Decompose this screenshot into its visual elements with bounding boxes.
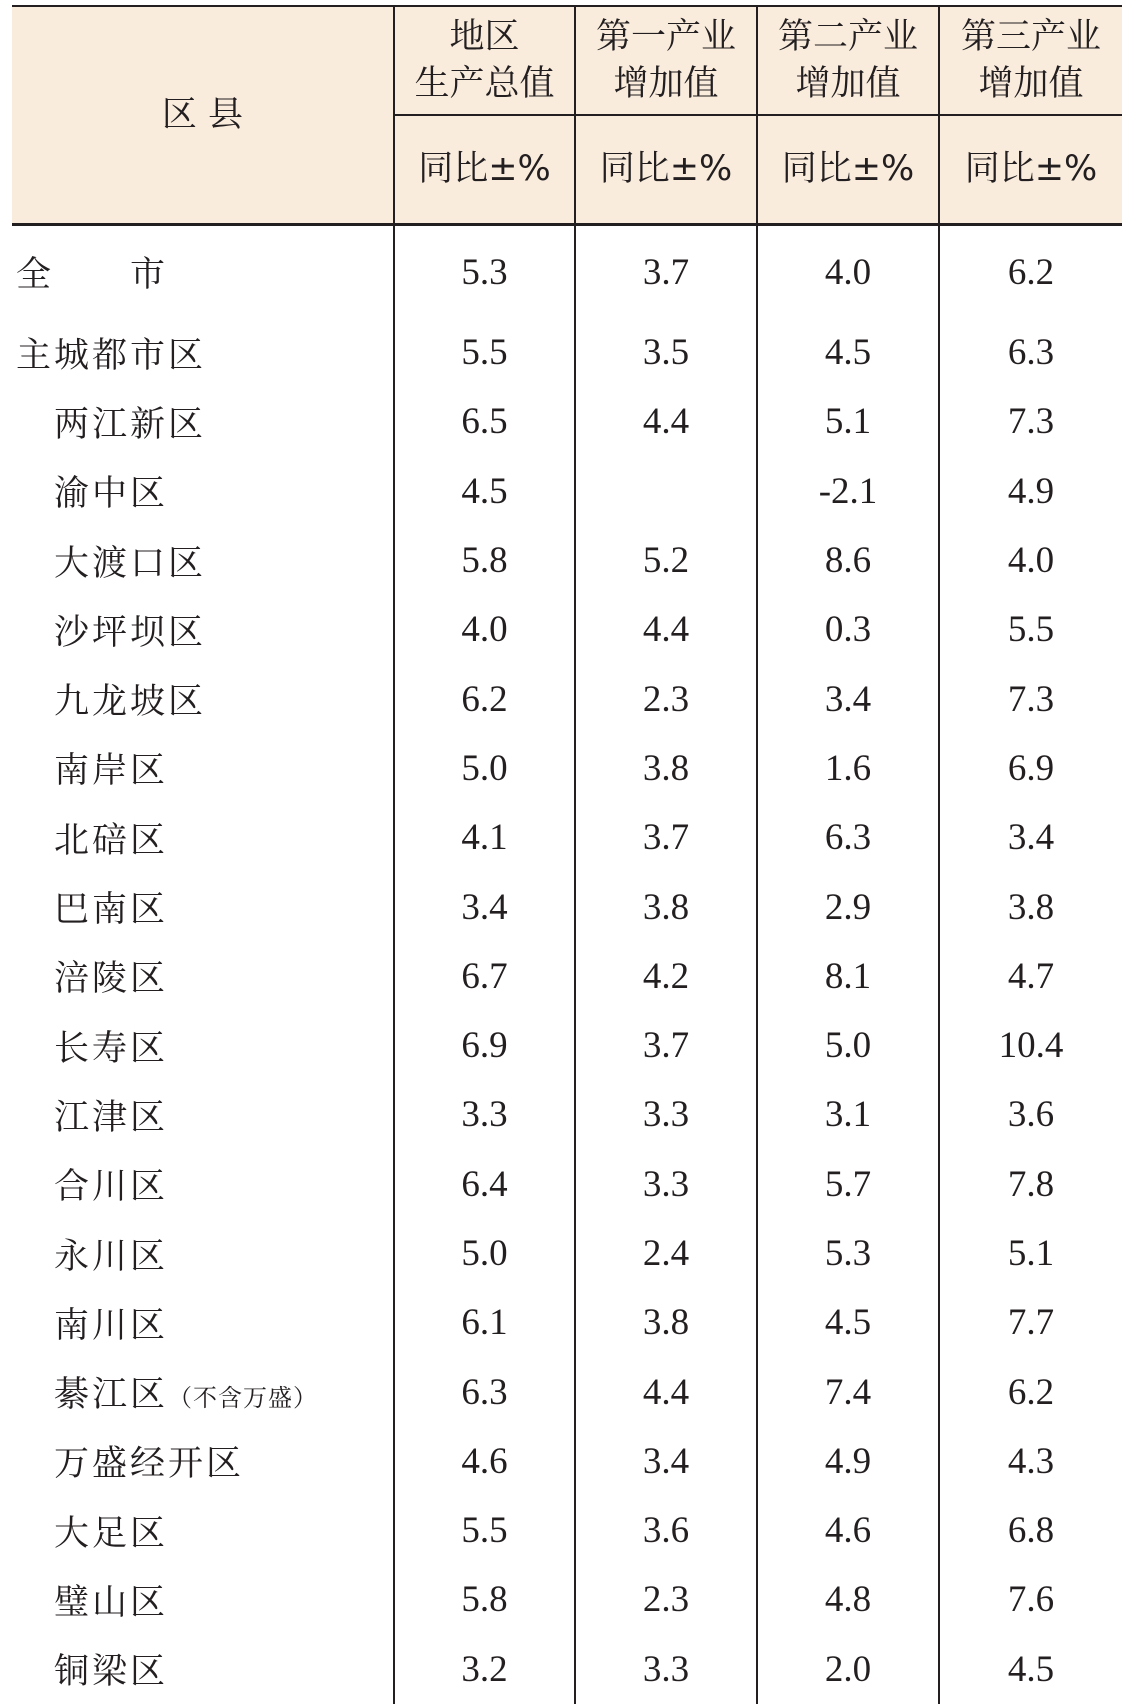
region-name-cell [12,1496,394,1565]
secondary-industry-growth-cell: -2.1 [757,457,939,526]
gdp-growth-cell: 5.3 [394,225,575,319]
table-row [12,1288,1122,1357]
region-name: 璧山区 [54,1582,169,1623]
primary-industry-growth-cell: 4.2 [575,942,757,1011]
primary-industry-growth-cell: 3.7 [575,803,757,872]
table-row [12,526,1122,595]
table-header [12,6,1122,225]
unit-header-gdp: 同比±% [394,115,575,225]
primary-industry-growth-cell: 4.4 [575,1357,757,1426]
region-name-cell [12,1427,394,1496]
region-name: 江津区 [54,1097,169,1138]
unit-header-tertiary: 同比±% [939,115,1122,225]
gdp-growth-cell: 5.5 [394,1496,575,1565]
table-row [12,1357,1122,1426]
column-header-primary [575,6,757,115]
secondary-industry-growth-cell: 4.0 [757,225,939,319]
secondary-industry-growth-cell: 2.0 [757,1635,939,1704]
region-name: 渝中区 [54,474,169,515]
tertiary-industry-growth-cell: 7.8 [939,1150,1122,1219]
secondary-industry-growth-cell: 8.6 [757,526,939,595]
gdp-growth-cell: 6.4 [394,1150,575,1219]
gdp-growth-cell: 5.0 [394,734,575,803]
table-row [12,872,1122,941]
column-header-primary-line1: 第一产业 [595,16,736,57]
region-name-cell [12,1288,394,1357]
secondary-industry-growth-cell: 0.3 [757,595,939,664]
region-name-cell [12,457,394,526]
tertiary-industry-growth-cell: 5.1 [939,1219,1122,1288]
primary-industry-growth-cell: 2.3 [575,664,757,733]
region-name-cell [12,1080,394,1149]
tertiary-industry-growth-cell: 4.9 [939,457,1122,526]
table-row [12,1219,1122,1288]
primary-industry-growth-cell: 3.8 [575,1288,757,1357]
secondary-industry-growth-cell: 5.3 [757,1219,939,1288]
region-name: 两江新区 [54,404,207,445]
secondary-industry-growth-cell: 5.1 [757,387,939,456]
table-row [12,1565,1122,1634]
table-row [12,225,1122,319]
column-header-tertiary [939,6,1122,115]
gdp-growth-cell: 6.7 [394,942,575,1011]
tertiary-industry-growth-cell: 6.8 [939,1496,1122,1565]
gdp-growth-cell: 4.1 [394,803,575,872]
region-name: 合川区 [54,1167,169,1208]
column-header-gdp-line1: 地区 [449,16,520,57]
table-row [12,595,1122,664]
region-name-cell [12,225,394,319]
gdp-growth-cell: 6.1 [394,1288,575,1357]
gdp-growth-cell: 6.5 [394,387,575,456]
tertiary-industry-growth-cell: 3.8 [939,872,1122,941]
region-name-cell [12,1011,394,1080]
region-name-cell [12,595,394,664]
primary-industry-growth-cell: 3.8 [575,734,757,803]
region-name-cell [12,1219,394,1288]
region-name-cell [12,1565,394,1634]
region-name: 涪陵区 [54,959,169,1000]
tertiary-industry-growth-cell: 3.4 [939,803,1122,872]
header-row-titles [12,6,1122,115]
region-note: （不含万盛） [168,1384,319,1413]
secondary-industry-growth-cell: 4.5 [757,1288,939,1357]
tertiary-industry-growth-cell: 7.6 [939,1565,1122,1634]
primary-industry-growth-cell: 4.4 [575,595,757,664]
tertiary-industry-growth-cell: 4.5 [939,1635,1122,1704]
primary-industry-growth-cell: 2.3 [575,1565,757,1634]
secondary-industry-growth-cell: 2.9 [757,872,939,941]
region-name: 巴南区 [54,890,169,931]
secondary-industry-growth-cell: 8.1 [757,942,939,1011]
column-header-secondary-line1: 第二产业 [777,16,918,57]
primary-industry-growth-cell: 3.3 [575,1150,757,1219]
secondary-industry-growth-cell: 1.6 [757,734,939,803]
region-name-cell [12,664,394,733]
tertiary-industry-growth-cell: 7.3 [939,664,1122,733]
gdp-growth-cell: 4.0 [394,595,575,664]
primary-industry-growth-cell: 3.7 [575,1011,757,1080]
unit-header-primary: 同比±% [575,115,757,225]
secondary-industry-growth-cell: 5.0 [757,1011,939,1080]
primary-industry-growth-cell: 3.7 [575,225,757,319]
secondary-industry-growth-cell: 3.4 [757,664,939,733]
region-name: 长寿区 [54,1028,169,1069]
table-row [12,457,1122,526]
tertiary-industry-growth-cell: 4.0 [939,526,1122,595]
gdp-growth-cell: 5.5 [394,318,575,387]
primary-industry-growth-cell: 3.8 [575,872,757,941]
region-name-cell [12,734,394,803]
tertiary-industry-growth-cell: 7.7 [939,1288,1122,1357]
gdp-growth-cell: 3.3 [394,1080,575,1149]
primary-industry-growth-cell [575,457,757,526]
region-name-cell [12,318,394,387]
region-name: 九龙坡区 [54,682,207,723]
region-column-header: 区 县 [12,6,394,225]
tertiary-industry-growth-cell: 6.2 [939,225,1122,319]
column-header-gdp [394,6,575,115]
region-name-cell [12,526,394,595]
gdp-growth-cell: 5.0 [394,1219,575,1288]
region-name: 全 市 [16,255,169,295]
gdp-growth-cell: 4.5 [394,457,575,526]
statistics-table [12,5,1122,1704]
tertiary-industry-growth-cell: 5.5 [939,595,1122,664]
tertiary-industry-growth-cell: 6.3 [939,318,1122,387]
region-name: 大渡口区 [54,543,207,584]
secondary-industry-growth-cell: 6.3 [757,803,939,872]
gdp-growth-cell: 6.3 [394,1357,575,1426]
secondary-industry-growth-cell: 4.8 [757,1565,939,1634]
unit-header-secondary: 同比±% [757,115,939,225]
region-name: 南岸区 [54,751,169,792]
region-name: 南川区 [54,1305,169,1346]
gdp-growth-cell: 6.9 [394,1011,575,1080]
table-body [12,225,1122,1704]
secondary-industry-growth-cell: 4.5 [757,318,939,387]
tertiary-industry-growth-cell: 3.6 [939,1080,1122,1149]
region-name-cell [12,387,394,456]
table-row [12,1011,1122,1080]
tertiary-industry-growth-cell: 7.3 [939,387,1122,456]
region-name-cell [12,1635,394,1704]
table-row [12,1080,1122,1149]
secondary-industry-growth-cell: 3.1 [757,1080,939,1149]
column-header-primary-line2: 增加值 [613,63,719,104]
tertiary-industry-growth-cell: 4.7 [939,942,1122,1011]
region-name: 万盛经开区 [54,1444,245,1485]
region-name-cell [12,942,394,1011]
primary-industry-growth-cell: 5.2 [575,526,757,595]
table-row [12,734,1122,803]
table-row [12,942,1122,1011]
gdp-growth-cell: 3.4 [394,872,575,941]
region-name: 铜梁区 [54,1652,169,1693]
region-name-cell [12,1150,394,1219]
region-name: 綦江区 [54,1375,169,1416]
region-name: 沙坪坝区 [54,612,207,653]
table-row [12,387,1122,456]
primary-industry-growth-cell: 3.4 [575,1427,757,1496]
gdp-growth-cell: 5.8 [394,526,575,595]
primary-industry-growth-cell: 4.4 [575,387,757,456]
tertiary-industry-growth-cell: 6.2 [939,1357,1122,1426]
primary-industry-growth-cell: 3.3 [575,1080,757,1149]
primary-industry-growth-cell: 2.4 [575,1219,757,1288]
tertiary-industry-growth-cell: 10.4 [939,1011,1122,1080]
column-header-tertiary-line2: 增加值 [978,63,1084,104]
tertiary-industry-growth-cell: 6.9 [939,734,1122,803]
gdp-growth-cell: 3.2 [394,1635,575,1704]
secondary-industry-growth-cell: 7.4 [757,1357,939,1426]
table-row [12,318,1122,387]
region-name: 大足区 [54,1513,169,1554]
column-header-gdp-line2: 生产总值 [414,63,555,104]
table-row [12,1496,1122,1565]
secondary-industry-growth-cell: 5.7 [757,1150,939,1219]
column-header-tertiary-line1: 第三产业 [960,16,1101,57]
column-header-secondary [757,6,939,115]
table-row [12,664,1122,733]
column-header-secondary-line2: 增加值 [795,63,901,104]
tertiary-industry-growth-cell: 4.3 [939,1427,1122,1496]
region-name-cell [12,1357,394,1426]
region-name: 北碚区 [54,820,169,861]
secondary-industry-growth-cell: 4.9 [757,1427,939,1496]
region-name-cell [12,872,394,941]
primary-industry-growth-cell: 3.3 [575,1635,757,1704]
primary-industry-growth-cell: 3.6 [575,1496,757,1565]
table-row [12,1427,1122,1496]
gdp-growth-cell: 4.6 [394,1427,575,1496]
table-row [12,1635,1122,1704]
region-name: 永川区 [54,1236,169,1277]
gdp-growth-cell: 5.8 [394,1565,575,1634]
table-row [12,1150,1122,1219]
region-name: 主城都市区 [16,335,207,376]
primary-industry-growth-cell: 3.5 [575,318,757,387]
region-name-cell [12,803,394,872]
table-row [12,803,1122,872]
secondary-industry-growth-cell: 4.6 [757,1496,939,1565]
gdp-growth-cell: 6.2 [394,664,575,733]
